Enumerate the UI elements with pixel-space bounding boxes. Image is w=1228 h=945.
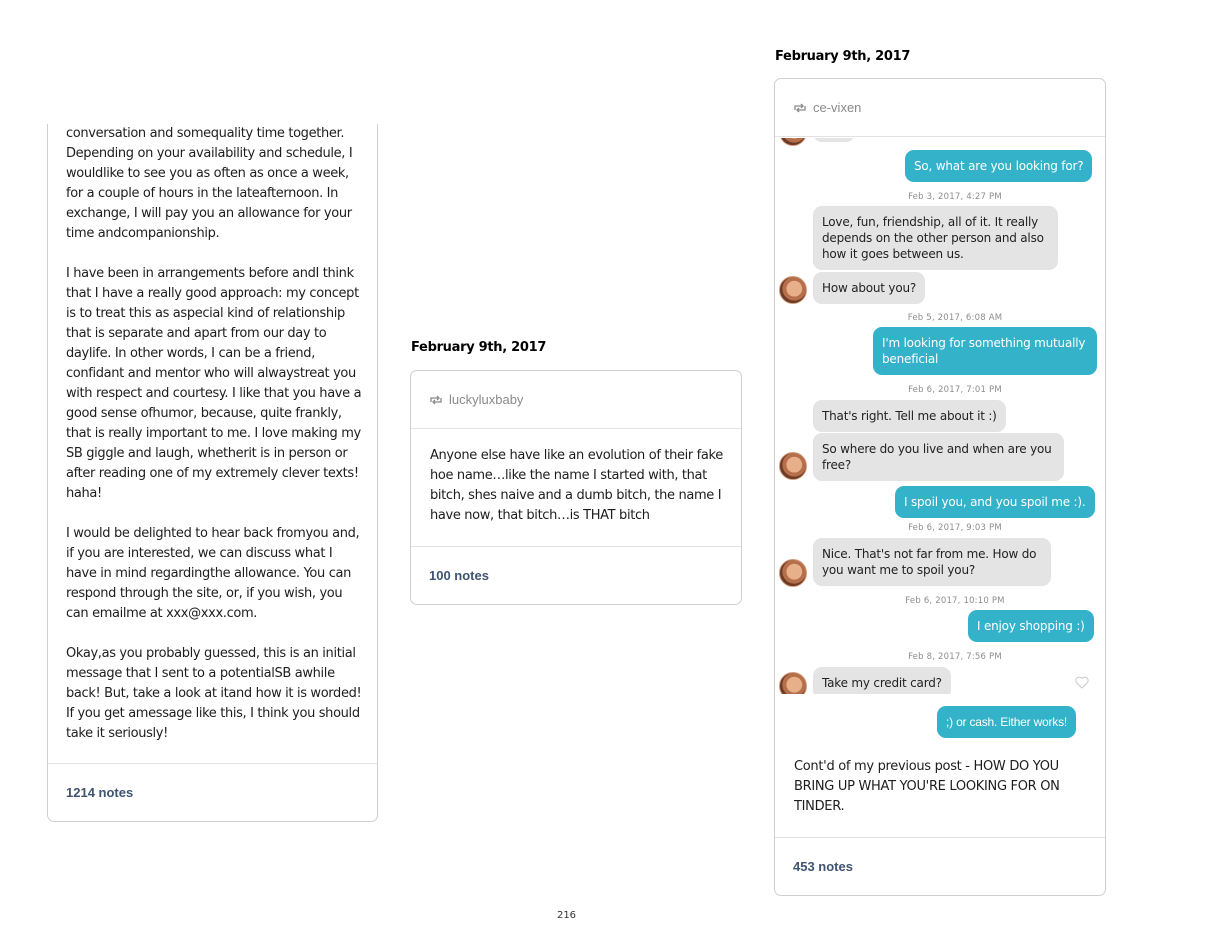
avatar xyxy=(779,138,807,146)
post-date: February 9th, 2017 xyxy=(775,49,911,64)
username-link[interactable]: ce-vixen xyxy=(813,100,862,115)
chat-timestamp: Feb 6, 2017, 9:03 PM xyxy=(908,523,1002,533)
post-card-right xyxy=(774,78,1106,896)
post-header xyxy=(411,371,741,429)
chat-bubble-partial xyxy=(813,138,855,142)
chat-timestamp: Feb 6, 2017, 10:10 PM xyxy=(905,596,1005,606)
post-paragraph: I have been in arrangements before andI think that I have a really good approach: my concept is to treat this as aspecial kind of relationship that is separate and apart from our day to daylife. In other words, I can be a friend, confidant and mentor who will alwaystreat you with respect and courtesy. I like that you have a good sense ofhumor, because, quite frankly, that is really important to me. I love making my SB giggle and laugh, whetherit is in person or after reading one of my extremely clever texts! haha! xyxy=(66,266,362,501)
chat-bubble-incoming: How about you? xyxy=(813,272,925,304)
chat-bubble-incoming: Nice. That's not far from me. How do you want me to spoil you? xyxy=(813,538,1051,586)
page-number: 216 xyxy=(556,910,577,921)
chat-bubble-incoming: That's right. Tell me about it :) xyxy=(813,400,1006,432)
notes-count[interactable]: 453 notes xyxy=(775,837,1105,895)
chat-timestamp: Feb 8, 2017, 7:56 PM xyxy=(908,652,1002,662)
chat-bubble-outgoing: I'm looking for something mutually beneficial xyxy=(873,327,1097,375)
chat-bubble-incoming: So where do you live and when are you free? xyxy=(813,433,1064,481)
heart-icon[interactable] xyxy=(1075,676,1089,689)
post-date: February 9th, 2017 xyxy=(411,340,547,355)
notes-count[interactable]: 100 notes xyxy=(411,546,741,604)
post-text: Anyone else have like an evolution of their fake hoe name…like the name I started with, that bitch, shes naive and a dumb bitch, the name I have now, that bitch…is THAT bitch xyxy=(430,448,723,523)
chat-bubble-incoming: Love, fun, friendship, all of it. It really depends on the other person and also how it goes between us. xyxy=(813,206,1058,270)
post-body xyxy=(66,124,366,764)
chat-timestamp: Feb 5, 2017, 6:08 AM xyxy=(907,313,1003,323)
avatar xyxy=(779,559,807,587)
avatar xyxy=(779,276,807,304)
chat-bubble-incoming: Take my credit card? xyxy=(813,667,951,694)
avatar xyxy=(779,672,807,694)
post-paragraph: conversation and somequality time together. Depending on your availability and schedule, I wouldlike to see you as often as once a week, for a couple of hours in the lateafternoon. In exchange, I will pay you an allowance for your time andcompanionship. xyxy=(66,126,353,241)
notes-count[interactable]: 1214 notes xyxy=(48,763,377,821)
username-link[interactable]: luckyluxbaby xyxy=(449,392,524,407)
chat-bubble-outgoing: I spoil you, and you spoil me :). xyxy=(895,486,1095,518)
post-caption: Cont'd of my previous post - HOW DO YOU BRING UP WHAT YOU'RE LOOKING FOR ON TINDER. xyxy=(794,759,1060,814)
post-header xyxy=(775,79,1105,137)
post-card-left xyxy=(47,124,378,822)
post-card-middle xyxy=(410,370,742,605)
avatar xyxy=(779,452,807,480)
reblog-icon xyxy=(793,103,807,113)
chat-bubble-outgoing: I enjoy shopping :) xyxy=(968,610,1094,642)
chat-bubble-outgoing: ;) or cash. Either works! xyxy=(937,706,1076,738)
chat-screenshot xyxy=(775,138,1105,694)
post-paragraph: Okay,as you probably guessed, this is an initial message that I sent to a potentialSB awhile back! But, take a look at itand how it is worded! If you get amessage like this, I think you should take it seriously! xyxy=(66,646,362,741)
post-paragraph: I would be delighted to hear back fromyou and, if you are interested, we can discuss what I have in mind regardingthe allowance. You can respond through the site, or, if you wish, you can emailme at xxx@xxx.com. xyxy=(66,526,360,621)
chat-timestamp: Feb 6, 2017, 7:01 PM xyxy=(908,385,1002,395)
chat-bubble-outgoing: So, what are you looking for? xyxy=(905,150,1092,182)
chat-timestamp: Feb 3, 2017, 4:27 PM xyxy=(908,192,1002,202)
reblog-icon xyxy=(429,395,443,405)
